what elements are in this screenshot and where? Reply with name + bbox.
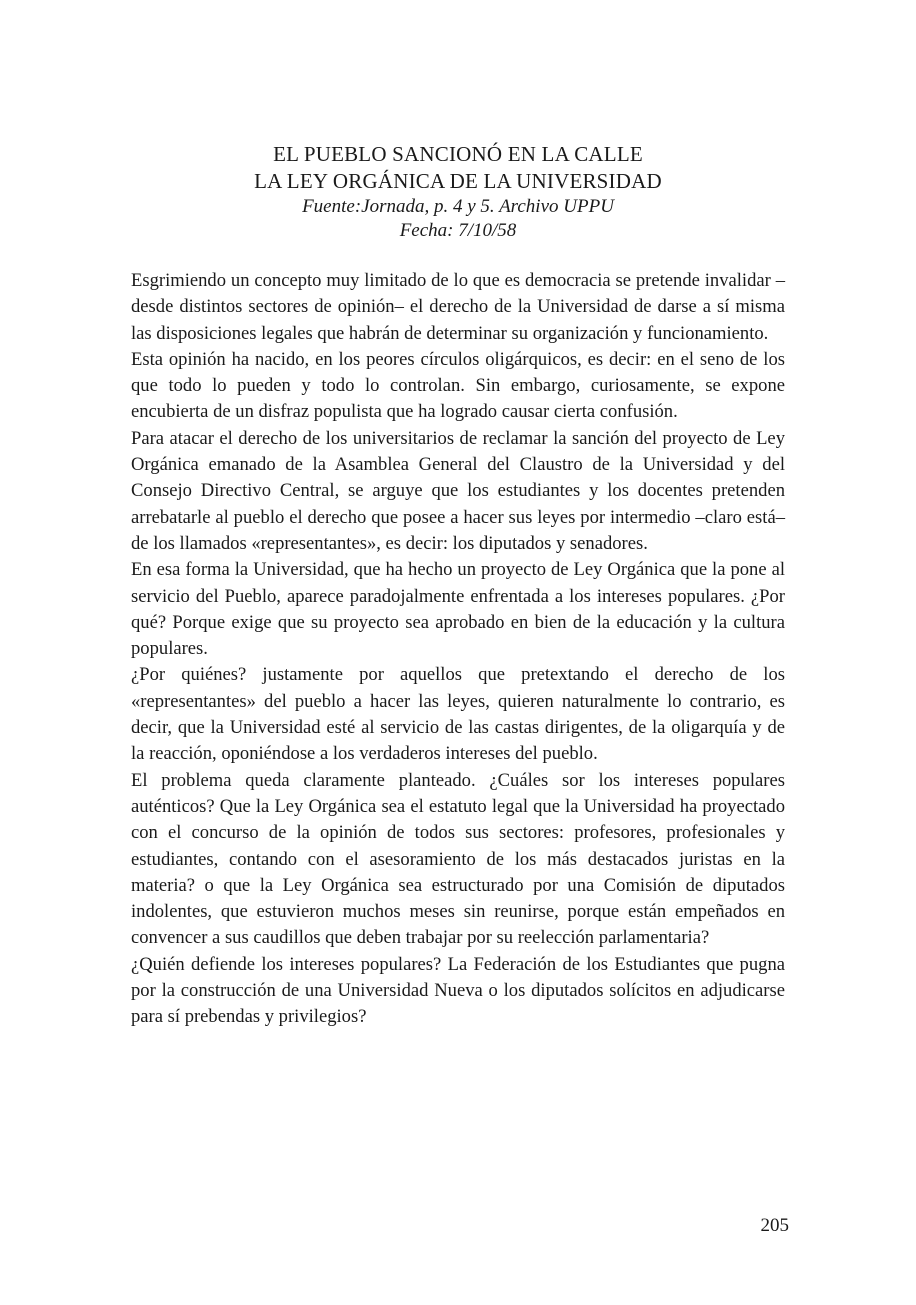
paragraph-2: Esta opinión ha nacido, en los peores círculos oligárquicos, es decir: en el seno de los que todo lo pueden y todo lo controlan. Sin embargo, curiosamente, se expone encubierta de un disfraz populista que ha logrado causar cierta confusión.: [131, 348, 785, 423]
paragraph-1: Esgrimiendo un concepto muy limitado de lo que es democracia se pretende invalidar –desde distintos sectores de opinión– el derecho de la Universidad de darse a sí misma las disposiciones legales que habrán de determinar su organización y funcionamiento.: [131, 270, 785, 344]
article-body: [131, 268, 785, 1031]
title-line-1: EL PUEBLO SANCIONÓ EN LA CALLE: [273, 142, 643, 166]
page-number: 205: [760, 1215, 789, 1236]
paragraph-4: En esa forma la Universidad, que ha hecho un proyecto de Ley Orgánica que la pone al servicio del Pueblo, aparece paradojalmente enfrentada a los intereses populares. ¿Por qué? Porque exige que su proyecto sea aprobado en bien de la educación y la cultura populares.: [131, 559, 785, 660]
paragraph-7: ¿Quién defiende los intereses populares? La Federación de los Estudiantes que pugna por la construcción de una Universidad Nueva o los diputados solícitos en adjudicarse para sí prebendas y privilegios?: [131, 953, 785, 1028]
paragraph-6: El problema queda claramente planteado. ¿Cuáles sor los intereses populares auténticos? Que la Ley Orgánica sea el estatuto legal que la Universidad ha proyectado con el concurso de la opinión de todos sus sectores: profesores, profesionales y estudiantes, contando con el asesoramiento de los más destacados juristas en la materia? o que la Ley Orgánica sea estructurado por una Comisión de diputados indolentes, que estuvieron muchos meses sin reunirse, porque están empeñados en convencer a sus caudillos que deben trabajar por su reelección parlamentaria?: [131, 769, 785, 949]
date-line: Fecha: 7/10/58: [399, 220, 517, 241]
source-line: Fuente:Jornada, p. 4 y 5. Archivo UPPU: [302, 196, 614, 217]
title-line-2: LA LEY ORGÁNICA DE LA UNIVERSIDAD: [254, 169, 662, 193]
paragraph-5: ¿Por quiénes? justamente por aquellos que pretextando el derecho de los «representantes» del pueblo a hacer las leyes, quieren naturalmente lo contrario, es decir, que la Universidad esté al servicio de las castas dirigentes, de la oligarquía y de la reacción, oponiéndose a los verdaderos intereses del pueblo.: [131, 664, 785, 765]
article-header: [0, 141, 916, 243]
paragraph-3: Para atacar el derecho de los universitarios de reclamar la sanción del proyecto de Ley Orgánica emanado de la Asamblea General del Claustro de la Universidad y del Consejo Directivo Central, se arguye que los estudiantes y los docentes pretenden arrebatarle al pueblo el derecho que posee a hacer sus leyes por intermedio –claro está– de los llamados «representantes», es decir: los diputados y senadores.: [131, 427, 785, 554]
